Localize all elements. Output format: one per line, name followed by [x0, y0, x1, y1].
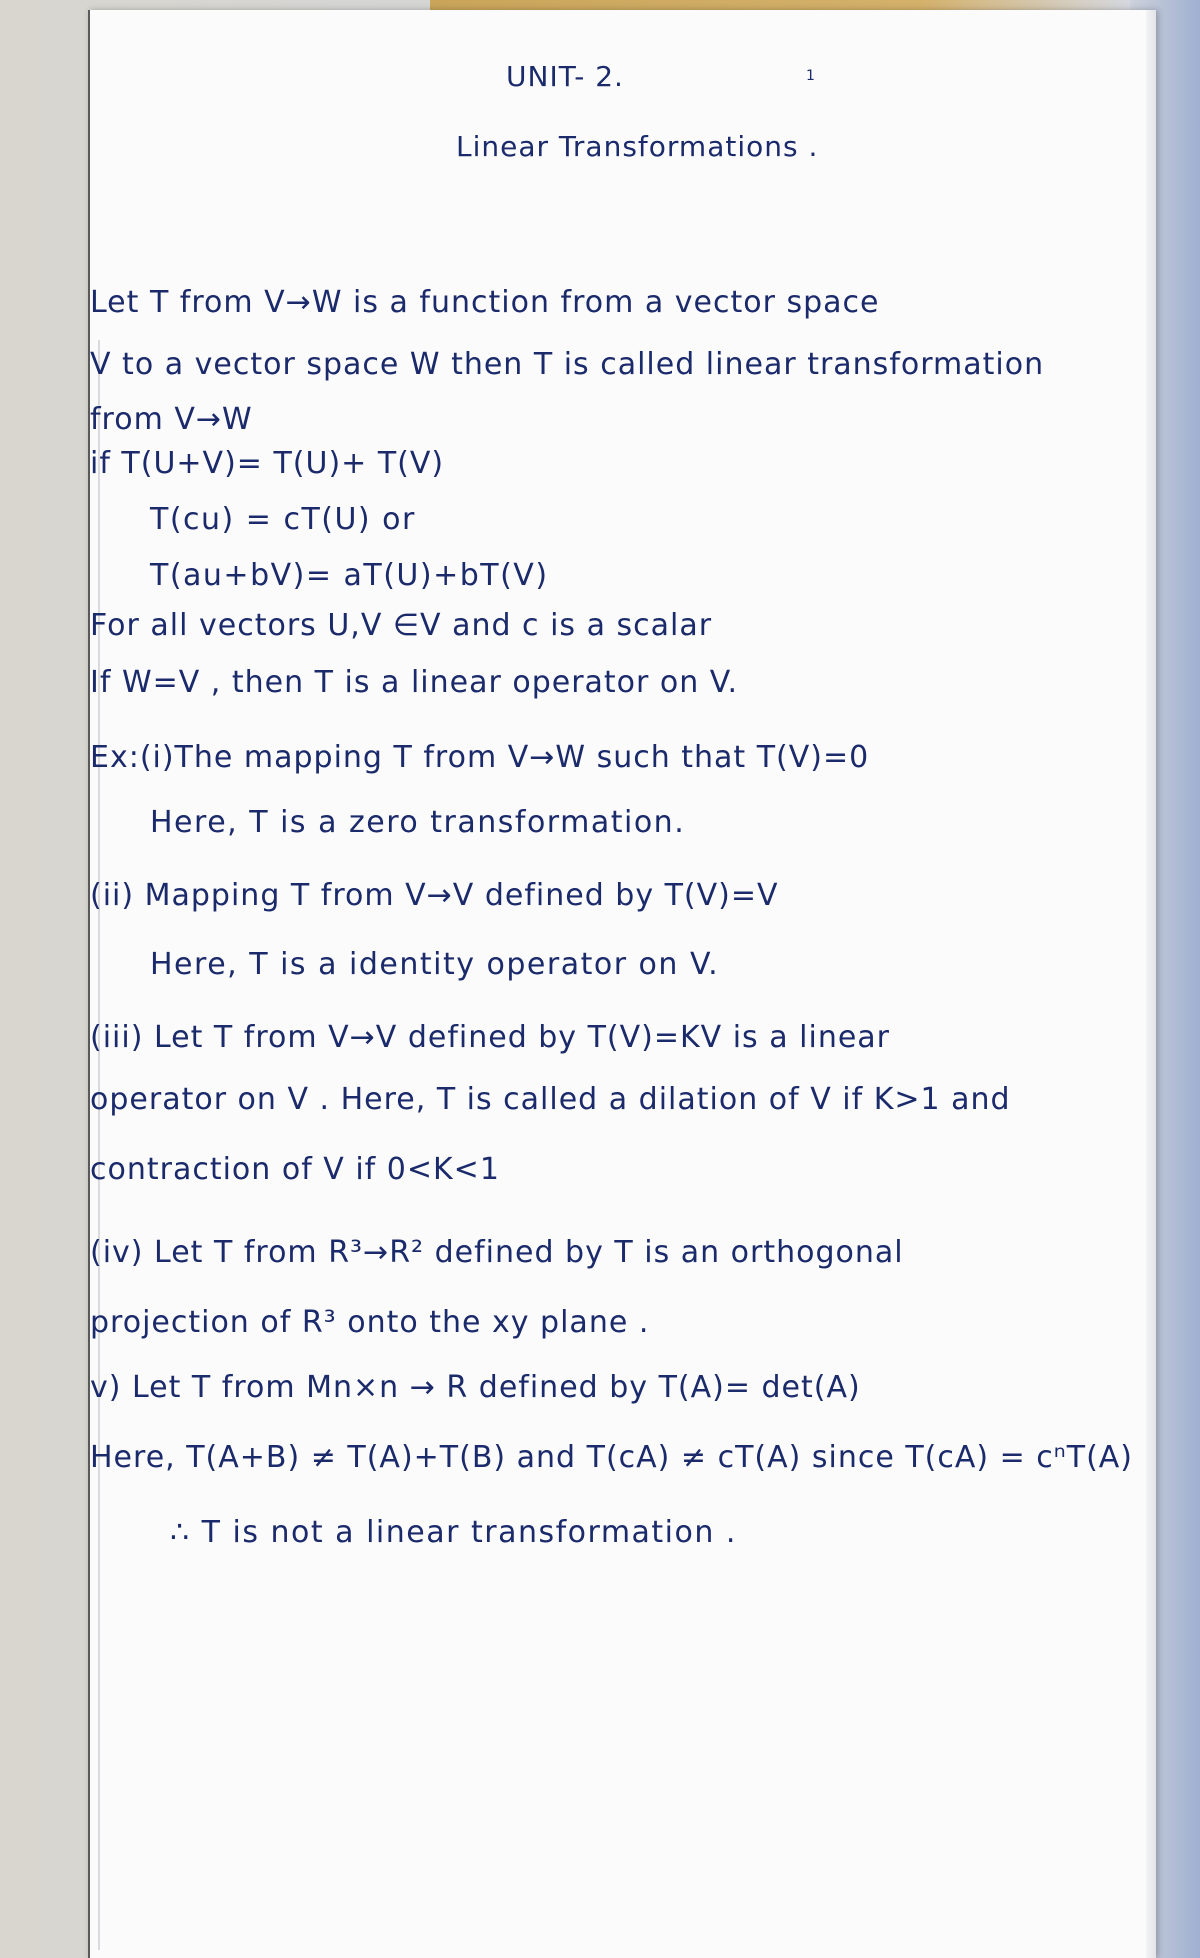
- unit-heading: UNIT- 2.: [506, 60, 624, 93]
- text-line-12: Here, T is a identity operator on V.: [150, 947, 720, 982]
- margin-line: [98, 340, 100, 1950]
- page-top-edge: [430, 0, 1130, 10]
- text-line-6: T(au+bV)= aT(U)+bT(V): [150, 558, 549, 593]
- notebook-page: [88, 10, 1156, 1958]
- text-line-7: For all vectors U,V ∈V and c is a scalar: [90, 608, 713, 643]
- text-line-10: Here, T is a zero transformation.: [150, 805, 686, 840]
- text-line-13: (iii) Let T from V→V defined by T(V)=KV is a linear: [90, 1020, 891, 1055]
- text-line-14: operator on V . Here, T is called a dilation of V if K>1 and: [90, 1082, 1011, 1117]
- text-line-5: T(cu) = cT(U) or: [150, 502, 416, 537]
- text-line-20: ∴ T is not a linear transformation .: [170, 1515, 737, 1550]
- page-title: Linear Transformations .: [456, 130, 819, 163]
- text-line-19: Here, T(A+B) ≠ T(A)+T(B) and T(cA) ≠ cT(A) since T(cA) = cⁿT(A): [90, 1440, 1133, 1475]
- text-line-16: (iv) Let T from R³→R² defined by T is an orthogonal: [90, 1235, 904, 1270]
- text-line-4: if T(U+V)= T(U)+ T(V): [90, 446, 445, 481]
- text-line-1: Let T from V→W is a function from a vector space: [90, 285, 880, 320]
- text-line-17: projection of R³ onto the xy plane .: [90, 1305, 650, 1340]
- text-line-15: contraction of V if 0<K<1: [90, 1152, 500, 1187]
- page-edge-shadow: [1146, 10, 1156, 1958]
- text-line-18: v) Let T from Mn×n → R defined by T(A)= det(A): [90, 1370, 861, 1405]
- text-line-3: from V→W: [90, 402, 253, 437]
- text-line-9: Ex:(i)The mapping T from V→W such that T(V)=0: [90, 740, 870, 775]
- text-line-2: V to a vector space W then T is called linear transformation: [90, 347, 1045, 382]
- page-number: 1: [806, 68, 816, 84]
- text-line-11: (ii) Mapping T from V→V defined by T(V)=V: [90, 878, 779, 913]
- text-line-8: If W=V , then T is a linear operator on V.: [90, 665, 738, 700]
